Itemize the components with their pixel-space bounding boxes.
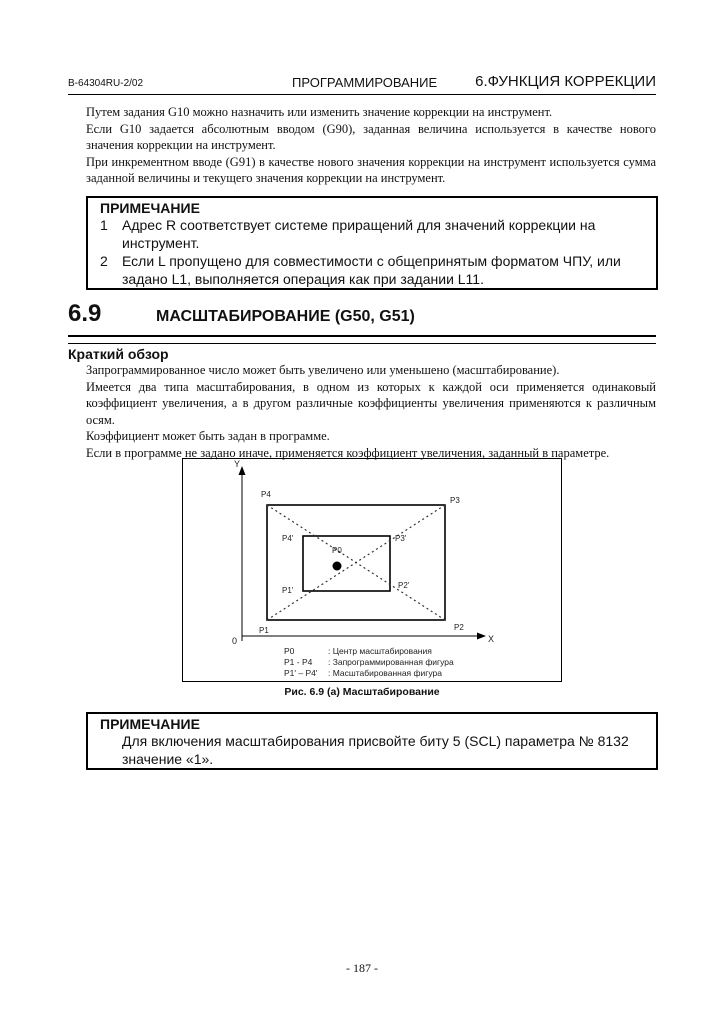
scaling-figure [182,458,562,682]
section-rule [68,335,656,337]
intro-paragraph: При инкрементном вводе (G91) в качестве нового значения коррекции на инструмент используется сумма заданной величины и текущего значения коррекции на инструмент. [86,154,656,185]
x-axis-arrow [477,633,486,640]
label-p1-scaled: P1' [282,586,294,595]
label-p3: P3 [450,496,460,505]
label-p4-scaled: P4' [282,534,294,543]
legend-symbol: P1 - P4 [284,657,313,667]
note-item-text: Адрес R соответствует системе приращений для значений коррекции на инструмент. [122,217,596,251]
label-p0: P0 [332,546,342,555]
label-p2: P2 [454,623,464,632]
header-rule [68,94,656,95]
page-number: - 187 - [346,961,378,975]
note-item-number: 1 [100,217,108,233]
note-box-1 [86,196,658,290]
section-number: 6.9 [68,300,102,327]
note-item [100,252,656,288]
y-axis-label: Y [234,459,241,469]
legend-description: : Запрограммированная фигура [328,657,454,667]
header-chapter: 6.ФУНКЦИЯ КОРРЕКЦИИ [475,73,656,90]
note-title: ПРИМЕЧАНИЕ [100,200,200,216]
legend-description: : Центр масштабирования [328,646,432,656]
note-item-text: Если L пропущено для совместимости с общепринятым форматом ЧПУ, или задано L1, выполняется операция как при задании L11. [122,253,621,287]
overview-paragraph: Коэффициент может быть задан в программе. [86,429,330,443]
label-p1: P1 [259,626,269,635]
intro-paragraph: Если G10 задается абсолютным вводом (G90), заданная величина используется в качестве нового значения коррекции на инструмент. [86,121,656,152]
overview-paragraph: Если в программе не задано иначе, применяется коэффициент увеличения, заданный в параметре. [86,445,610,460]
section-title: МАСШТАБИРОВАНИЕ (G50, G51) [156,308,415,325]
overview-paragraph: Имеется два типа масштабирования, в одном из которых к каждой оси применяется одинаковый коэффициент увеличения, а в другом различные коэффициенты увеличения применяются к различным осям. [86,379,656,427]
header-doc-code: B-64304RU-2/02 [68,78,144,89]
note-item [100,216,656,252]
note-box-2 [86,712,658,770]
overview-text [86,362,656,461]
scaling-center-point [333,562,342,571]
legend-symbol: P0 [284,646,295,656]
overview-paragraph: Запрограммированное число может быть увеличено или уменьшено (масштабирование). [86,363,560,377]
intro-text [86,104,656,187]
x-axis-label: X [488,634,495,644]
note-text: Для включения масштабирования присвойте биту 5 (SCL) параметра № 8132 значение «1». [122,733,629,767]
scaled-rectangle [303,536,390,591]
subsection-heading: Краткий обзор [68,346,169,362]
label-p4: P4 [261,490,271,499]
intro-paragraph: Путем задания G10 можно назначить или изменить значение коррекции на инструмент. [86,105,553,119]
origin-label: 0 [232,636,238,646]
label-p2-scaled: P2' [398,581,410,590]
scaling-diagram [182,458,562,682]
subsection-rule [68,343,656,344]
note-item-number: 2 [100,253,108,269]
header-section: ПРОГРАММИРОВАНИЕ [292,75,438,90]
legend-symbol: P1' – P4' [284,668,318,678]
note-title: ПРИМЕЧАНИЕ [100,716,200,732]
figure-caption: Рис. 6.9 (a) Масштабирование [284,686,440,698]
legend-description: : Масштабированная фигура [328,668,442,678]
label-p3-scaled: P3' [395,534,407,543]
